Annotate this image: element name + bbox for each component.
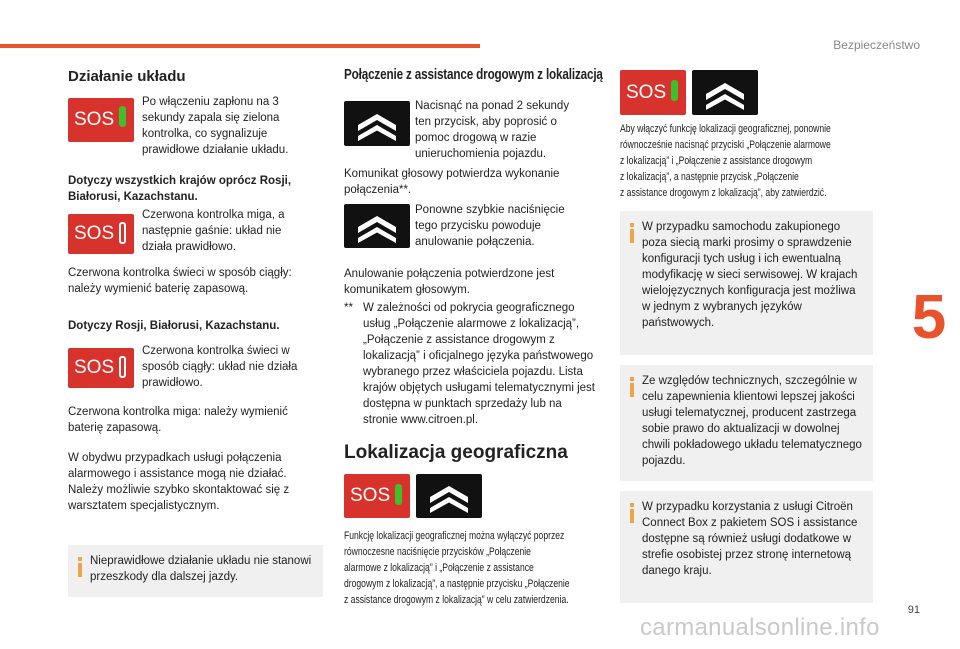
chapter-number: 5 (898, 270, 960, 366)
text-line: z assistance drogowym z lokalizacją” w celu zatwierdzenia. (344, 594, 569, 606)
sos-label: SOS (74, 109, 115, 130)
section-heading-assistance: Połączenie z assistance drogowym z lokalizacją (344, 66, 603, 83)
note-text: W przypadku samochodu zakupionego poza siecią marki prosimy o sprawdzenie konfiguracji tych usług i ich ewentualną modyfikację w sieci serwisowej. W krajach wielojęzycznych konfiguracja jest możliwa w jednym z wybranych języków państwowych. (642, 221, 858, 329)
section-title: Bezpieczeństwo (833, 38, 920, 52)
text-line: z assistance drogowym z lokalizacją”, aby zatwierdzić. (620, 187, 827, 199)
green-led-icon (671, 80, 678, 101)
note-text: Nieprawidłowe działanie układu nie stanowi przeszkody dla dalszej jazdy. (90, 555, 312, 583)
section-heading-geolocation: Lokalizacja geograficzna (344, 442, 568, 463)
sos-label: SOS (626, 81, 667, 103)
assistance-button-icon (344, 101, 410, 146)
subheading-other-countries: Dotyczy wszystkich krajów oprócz Rosji, Białorusi, Kazachstanu. (68, 175, 292, 203)
sos-indicator-red (68, 214, 134, 254)
note-text: W przypadku korzystania z usługi Citroën Connect Box z pakietem SOS i assistance dostępne są również usługi dodatkowe w strefie osobistej przez stronę internetową danego kraju. (642, 501, 858, 577)
footnote-text: W zależności od pokrycia geograficznego usług „Połączenie alarmowe z lokalizacją”, „Połączenie z assistance drogowym z lokalizacją” i oficjalnego języka państwowego wybranego przez właściciela pojazdu. Lista krajów objętych usługami telematycznymi jest dostępna w punktach sprzedaży lub na stronie www.citroen.pl. (363, 302, 596, 426)
text-line: z lokalizacją”, a następnie przycisk „Połączenie (620, 171, 799, 183)
paragraph-contact-workshop: W obydwu przypadkach usługi połączenia alarmowego i assistance mogą nie działać. Należy możliwie szybko skontaktować się z warsztatem specjalistycznym. (68, 452, 290, 512)
sos-indicator-green (68, 98, 134, 142)
paragraph-red-steady-ru: Czerwona kontrolka świeci w sposób ciągły: układ nie działa prawidłowo. (142, 345, 298, 389)
sos-label: SOS (74, 223, 115, 244)
info-icon (630, 377, 634, 397)
red-led-icon (119, 356, 126, 378)
footnote-mark: ** (344, 302, 353, 314)
info-icon (630, 503, 634, 523)
info-icon (78, 557, 82, 577)
paragraph-voice-confirm: Komunikat głosowy potwierdza wykonanie połączenia**. (344, 168, 560, 196)
paragraph-cancel: Ponowne szybkie naciśnięcie tego przycisku powoduje anulowanie połączenia. (415, 204, 565, 248)
page-number: 91 (907, 604, 920, 616)
note-text: Ze względów technicznych, szczególnie w celu zapewnienia klientowi lepszej jakości usługi telematycznej, producent zastrzega sobie prawo do aktualizacji w dowolnej chwili pokładowego układu telematycznego pojazdu. (642, 375, 862, 467)
text-line: równoczesne naciśnięcie przycisków „Połączenie (344, 546, 531, 558)
text-line: Funkcję lokalizacji geograficznej można wyłączyć poprzez (344, 530, 565, 542)
paragraph-press-button: Nacisnąć na ponad 2 sekundy ten przycisk, aby poprosić o pomoc drogową w razie unieruchomienia pojazdu. (415, 100, 570, 160)
info-note (620, 365, 873, 481)
text-line: równocześnie nacisnąć przyciski „Połączenie alarmowe (620, 139, 831, 151)
info-icon (630, 223, 634, 243)
paragraph-cancel-confirm: Anulowanie połączenia potwierdzone jest komunikatem głosowym. (344, 268, 555, 296)
paragraph-red-blinking-ru: Czerwona kontrolka miga: należy wymienić baterię zapasową. (68, 406, 288, 434)
geolocation-disable-text (344, 528, 604, 608)
paragraph-green-led: Po włączeniu zapłonu na 3 sekundy zapala się zielona kontrolka, co sygnalizuje prawidłowe działanie układu. (142, 96, 289, 156)
assistance-button-icon (416, 474, 482, 518)
sos-label: SOS (74, 357, 115, 378)
info-note (620, 491, 873, 603)
geolocation-enable-text (620, 121, 880, 201)
text-line: drogowym z lokalizacją”, a następnie przycisku „Połączenie (344, 578, 570, 590)
paragraph-red-steady: Czerwona kontrolka świeci w sposób ciągły: należy wymienić baterię zapasową. (68, 267, 292, 295)
sos-label: SOS (350, 485, 391, 506)
text-line: Aby włączyć funkcję lokalizacji geograficznej, ponownie (620, 123, 831, 135)
section-heading-operation: Działanie układu (68, 68, 186, 85)
sos-button-icon (620, 70, 686, 115)
info-note (620, 211, 873, 355)
paragraph-red-blinking: Czerwona kontrolka miga, a następnie gaśnie: układ nie działa prawidłowo. (142, 209, 285, 253)
subheading-russia: Dotyczy Rosji, Białorusi, Kazachstanu. (68, 320, 280, 332)
green-led-icon (395, 484, 402, 505)
text-line: z lokalizacją” i „Połączenie z assistance drogowym (620, 155, 813, 167)
green-led-icon (119, 106, 126, 127)
red-led-icon (119, 222, 126, 244)
watermark: carmanualsonline.info (640, 614, 880, 641)
header-accent-bar (0, 44, 480, 48)
assistance-button-icon (344, 204, 410, 248)
assistance-button-icon (692, 70, 758, 115)
sos-indicator-red (68, 348, 134, 388)
sos-button-icon (344, 474, 410, 518)
info-note (68, 545, 323, 597)
text-line: alarmowe z lokalizacją” i „Połączenie z assistance (344, 562, 534, 574)
